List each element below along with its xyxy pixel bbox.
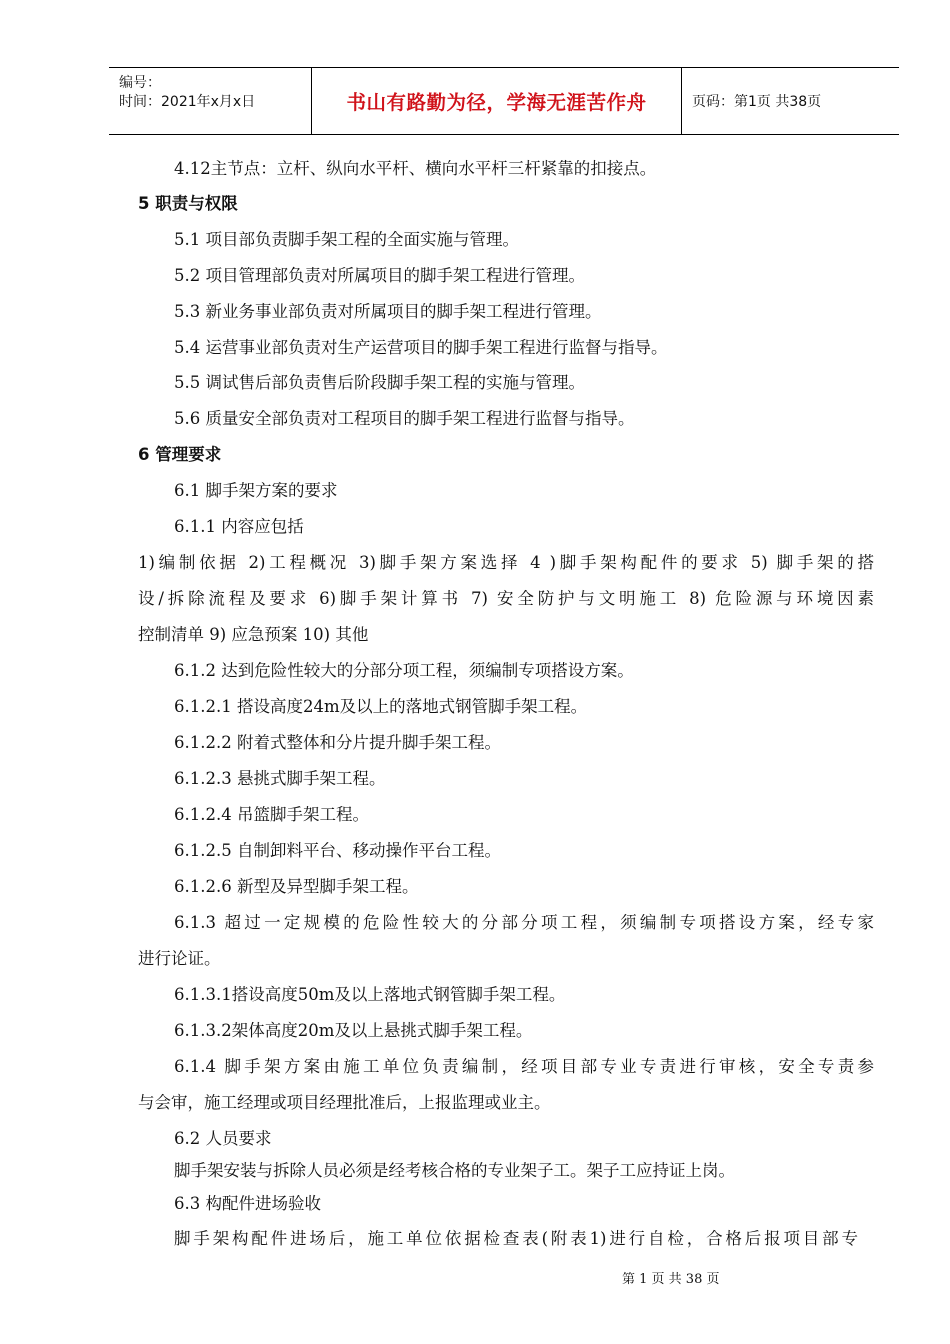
paragraph-line: 6.1.2.4 吊篮脚手架工程。 [174,805,369,824]
paragraph-line: 6.1.2.3 悬挑式脚手架工程。 [174,769,386,788]
paragraph-line: 6.1.2.6 新型及异型脚手架工程。 [174,877,419,896]
paragraph-line: 6.1.2.5 自制卸料平台、移动操作平台工程。 [174,841,501,860]
document-date-label: 时间：2021年x月x日 [119,94,256,110]
paragraph-line: 6.1.3.2架体高度20m及以上悬挑式脚手架工程。 [174,1021,533,1040]
paragraph-line: 6.1.2 达到危险性较大的分部分项工程，须编制专项搭设方案。 [174,661,634,680]
paragraph-line: 6.1.2.1 搭设高度24m及以上的落地式钢管脚手架工程。 [174,697,588,716]
paragraph-line: 1)编制依据 2)工程概况 3)脚手架方案选择 4 )脚手架构配件的要求 5) 脚手架的搭 [138,553,874,572]
section-heading: 6 管理要求 [138,445,222,464]
paragraph-line: 6.1.2.2 附着式整体和分片提升脚手架工程。 [174,733,501,752]
paragraph-line: 与会审，施工经理或项目经理批准后，上报监理或业主。 [138,1093,551,1112]
paragraph-line: 脚手架构配件进场后，施工单位依据检查表(附表1)进行自检，合格后报项目部专 [174,1229,858,1248]
paragraph-line: 6.1 脚手架方案的要求 [174,481,338,500]
paragraph-line: 进行论证。 [138,949,221,968]
paragraph-line: 6.2 人员要求 [174,1129,272,1148]
paragraph-line: 控制清单 9) 应急预案 10) 其他 [138,625,369,644]
section-heading: 5 职责与权限 [138,194,238,213]
paragraph-line: 6.1.4 脚手架方案由施工单位负责编制，经项目部专业专责进行审核，安全专责参 [174,1057,874,1076]
header-info-cell [109,68,312,134]
paragraph-line: 6.3 构配件进场验收 [174,1194,321,1213]
document-number-label: 编号： [119,75,161,91]
header-motto: 书山有路勤为径，学海无涯苦作舟 [312,68,682,134]
paragraph-line: 5.2 项目管理部负责对所属项目的脚手架工程进行管理。 [174,266,585,285]
paragraph-line: 设/拆除流程及要求 6)脚手架计算书 7) 安全防护与文明施工 8) 危险源与环境因素 [138,589,874,608]
paragraph-line: 5.3 新业务事业部负责对所属项目的脚手架工程进行管理。 [174,302,602,321]
paragraph-line: 5.6 质量安全部负责对工程项目的脚手架工程进行监督与指导。 [174,409,635,428]
paragraph-line: 5.5 调试售后部负责售后阶段脚手架工程的实施与管理。 [174,373,585,392]
paragraph-line: 5.1 项目部负责脚手架工程的全面实施与管理。 [174,230,519,249]
header-page-label: 页码：第1页 共38页 [692,94,822,110]
paragraph-line: 6.1.3 超过一定规模的危险性较大的分部分项工程，须编制专项搭设方案，经专家 [174,913,874,932]
paragraph-line: 4.12主节点：立杆、纵向水平杆、横向水平杆三杆紧靠的扣接点。 [174,159,657,178]
page-header [109,67,899,135]
paragraph-line: 5.4 运营事业部负责对生产运营项目的脚手架工程进行监督与指导。 [174,338,668,357]
paragraph-line: 脚手架安装与拆除人员必须是经考核合格的专业架子工。架子工应持证上岗。 [174,1161,735,1180]
page-footer: 第 1 页 共 38 页 [622,1272,720,1287]
paragraph-line: 6.1.3.1搭设高度50m及以上落地式钢管脚手架工程。 [174,985,566,1004]
paragraph-line: 6.1.1 内容应包括 [174,517,304,536]
